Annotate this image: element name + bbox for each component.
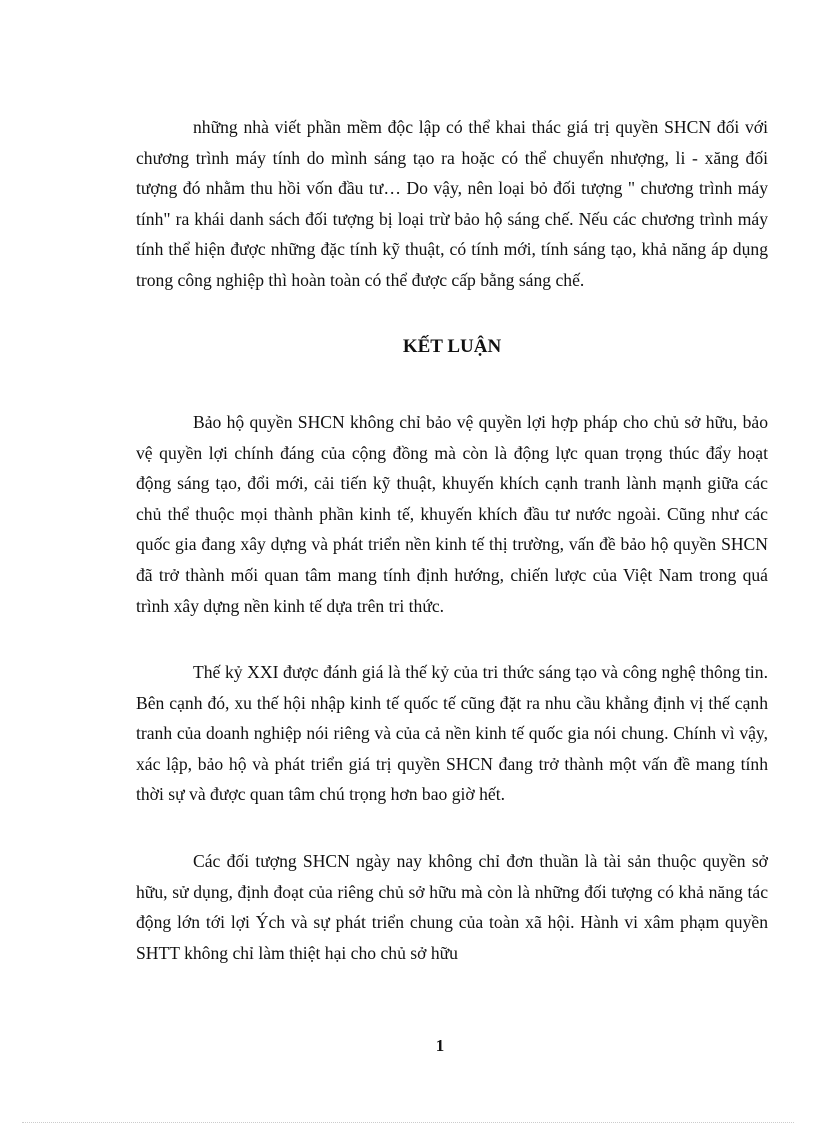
conclusion-paragraph-1: Bảo hộ quyền SHCN không chỉ bảo vệ quyền lợi hợp pháp cho chủ sở hữu, bảo vệ quyền lợi chính đáng của cộng đồng mà còn là động lực quan trọng thúc đẩy hoạt động sáng tạo, đổi mới, cải tiến kỹ thuật, khuyến khích cạnh tranh lành mạnh giữa các chủ thể thuộc mọi thành phần kinh tế, khuyến khích đầu tư nước ngoài. Cũng như các quốc gia đang xây dựng và phát triển nền kinh tế thị trường, vấn đề bảo hộ quyền SHCN đã trở thành mối quan tâm mang tính định hướng, chiến lược của Việt Nam trong quá trình xây dựng nền kinh tế dựa trên tri thức.	[136, 412, 768, 616]
intro-paragraph: những nhà viết phần mềm độc lập có thể khai thác giá trị quyền SHCN đối với chương trình máy tính do mình sáng tạo ra hoặc có thể chuyển nhượng, li - xăng đối tượng đó nhằm thu hồi vốn đầu tư… Do vậy, nên loại bỏ đối tượng " chương trình máy tính" ra khái danh sách đối tượng bị loại trừ bảo hộ sáng chế. Nếu các chương trình máy tính thể hiện được những đặc tính kỹ thuật, có tính mới, tính sáng tạo, khả năng áp dụng trong công nghiệp thì hoàn toàn có thể được cấp bằng sáng chế.	[136, 117, 768, 290]
page-number: 1	[435, 1036, 445, 1055]
section-heading: KẾT LUẬN	[402, 336, 502, 357]
conclusion-paragraph-2: Thế kỷ XXI được đánh giá là thế kỷ của tri thức sáng tạo và công nghệ thông tin. Bên cạnh đó, xu thế hội nhập kinh tế quốc tế cũng đặt ra nhu cầu khẳng định vị thế cạnh tranh của doanh nghiệp nói riêng và của cả nền kinh tế quốc gia nói chung. Chính vì vậy, xác lập, bảo hộ và phát triển giá trị quyền SHCN đang trở thành một vấn đề mang tính thời sự và được quan tâm chú trọng hơn bao giờ hết.	[136, 662, 768, 805]
conclusion-paragraph-3: Các đối tượng SHCN ngày nay không chỉ đơn thuần là tài sản thuộc quyền sở hữu, sử dụng, định đoạt của riêng chủ sở hữu mà còn là những đối tượng có khả năng tác động lớn tới lợi Ých và sự phát triển chung của toàn xã hội. Hành vi xâm phạm quyền SHTT không chỉ làm thiệt hại cho chủ sở hữu	[136, 851, 768, 963]
